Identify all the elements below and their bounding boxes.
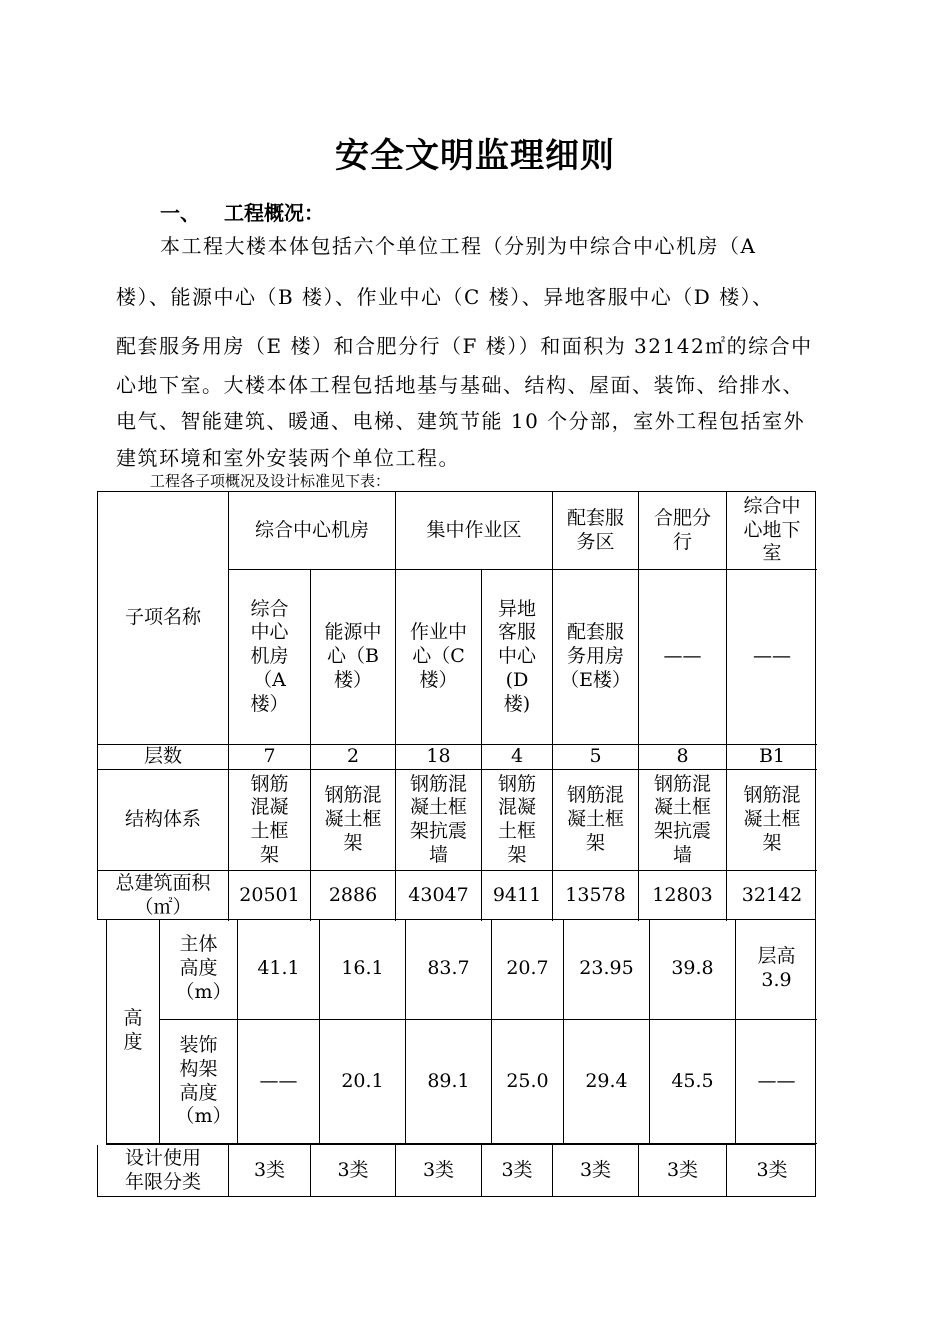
area-cell: 2886 [311,871,396,921]
structure-cell: 钢筋混凝土框架 [229,770,311,871]
group-header: 集中作业区 [396,492,553,570]
area-cell: 12803 [639,871,727,921]
group-header: 合肥分行 [639,492,727,570]
structure-cell: 钢筋混凝土框架 [311,770,396,871]
floors-cell: 2 [311,745,396,770]
deco-height-cell: 25.0 [492,1020,564,1144]
paragraph-line: 楼）、能源中心（B 楼）、作业中心（C 楼）、异地客服中心（D 楼）、 [116,285,774,309]
section-number: 一、 [160,201,200,225]
service-cell: 3类 [229,1145,311,1196]
structure-cell: 钢筋混凝土框架 [553,770,639,871]
area-label: 总建筑面积（㎡） [98,871,229,921]
structure-cell: 钢筋混凝土框架 [727,770,817,871]
subitem-header: —— [639,570,727,745]
floors-cell: 5 [553,745,639,770]
main-height-cell: 41.1 [238,919,320,1020]
subitem-header: 配套服务用房（E楼） [553,570,639,745]
table-caption: 工程各子项概况及设计标准见下表： [150,472,391,490]
structure-cell: 钢筋混凝土框架抗震墙 [396,770,482,871]
area-cell: 32142 [741,884,803,907]
section-heading [160,197,324,226]
service-cell: 3类 [756,1158,788,1181]
paragraph-line: 配套服务用房（E 楼）和合肥分行（F 楼））和面积为 32142㎡的综合中 [116,334,813,358]
structure-label: 结构体系 [98,770,229,871]
main-height-cell: 20.7 [492,919,564,1020]
height-label: 高度 [107,919,160,1144]
section-title: 工程概况： [224,201,324,225]
deco-height-label: 装饰构架高度（m） [160,1020,238,1144]
floors-cell: B1 [727,745,817,770]
deco-height-cell: 89.1 [406,1020,492,1144]
service-cell: 3类 [482,1145,553,1196]
floors-cell: 4 [482,745,553,770]
overview-table-height [106,919,816,1145]
structure-cell: 钢筋混凝土框架 [482,770,553,871]
main-height-cell: 23.95 [564,919,650,1020]
area-cell: 13578 [553,871,639,921]
area-cell: 20501 [229,871,311,921]
service-cell: 3类 [639,1145,727,1196]
floors-cell: 18 [396,745,482,770]
area-cell: 43047 [396,871,482,921]
deco-height-cell: —— [736,1020,817,1144]
deco-height-cell: 29.4 [564,1020,650,1144]
floors-cell: 8 [639,745,727,770]
main-height-cell: 39.8 [650,919,736,1020]
main-height-cell: 16.1 [320,919,406,1020]
area-cell: 9411 [482,871,553,921]
main-height-label: 主体高度（m） [160,919,238,1020]
subitem-header: 异地客服中心(D楼) [482,570,553,745]
deco-height-cell: 45.5 [650,1020,736,1144]
row-label-name: 子项名称 [98,492,229,745]
overview-table-top [97,491,816,920]
floors-cell: 7 [229,745,311,770]
service-cell: 3类 [396,1145,482,1196]
main-height-cell: 83.7 [406,919,492,1020]
subitem-header: —— [727,570,817,745]
paragraph-line: 建筑环境和室外安装两个单位工程。 [116,446,460,470]
group-header: 配套服务区 [553,492,639,570]
service-cell: 3类 [311,1145,396,1196]
document-title: 安全文明监理细则 [335,136,615,176]
subitem-header: 综合中心机房（A楼） [229,570,311,745]
service-cell: 3类 [553,1145,639,1196]
subitem-header: 能源中心（B楼） [311,570,396,745]
paragraph-line: 心地下室。大楼本体工程包括地基与基础、结构、屋面、装饰、给排水、 [116,373,804,397]
main-height-cell: 层高3.9 [736,919,817,1020]
paragraph-line: 电气、智能建筑、暖通、电梯、建筑节能 10 个分部，室外工程包括室外 [116,409,806,433]
group-header: 综合中心地下室 [727,492,817,570]
subitem-header: 作业中心（C楼） [396,570,482,745]
deco-height-cell: 20.1 [320,1020,406,1144]
deco-height-cell: —— [238,1020,320,1144]
overview-table-bottom [97,1145,816,1197]
group-header: 综合中心机房 [229,492,396,570]
service-label: 设计使用年限分类 [98,1145,229,1196]
paragraph-line: 本工程大楼本体包括六个单位工程（分别为中综合中心机房（A [160,234,757,258]
structure-cell: 钢筋混凝土框架抗震墙 [639,770,727,871]
floors-label: 层数 [98,745,229,770]
